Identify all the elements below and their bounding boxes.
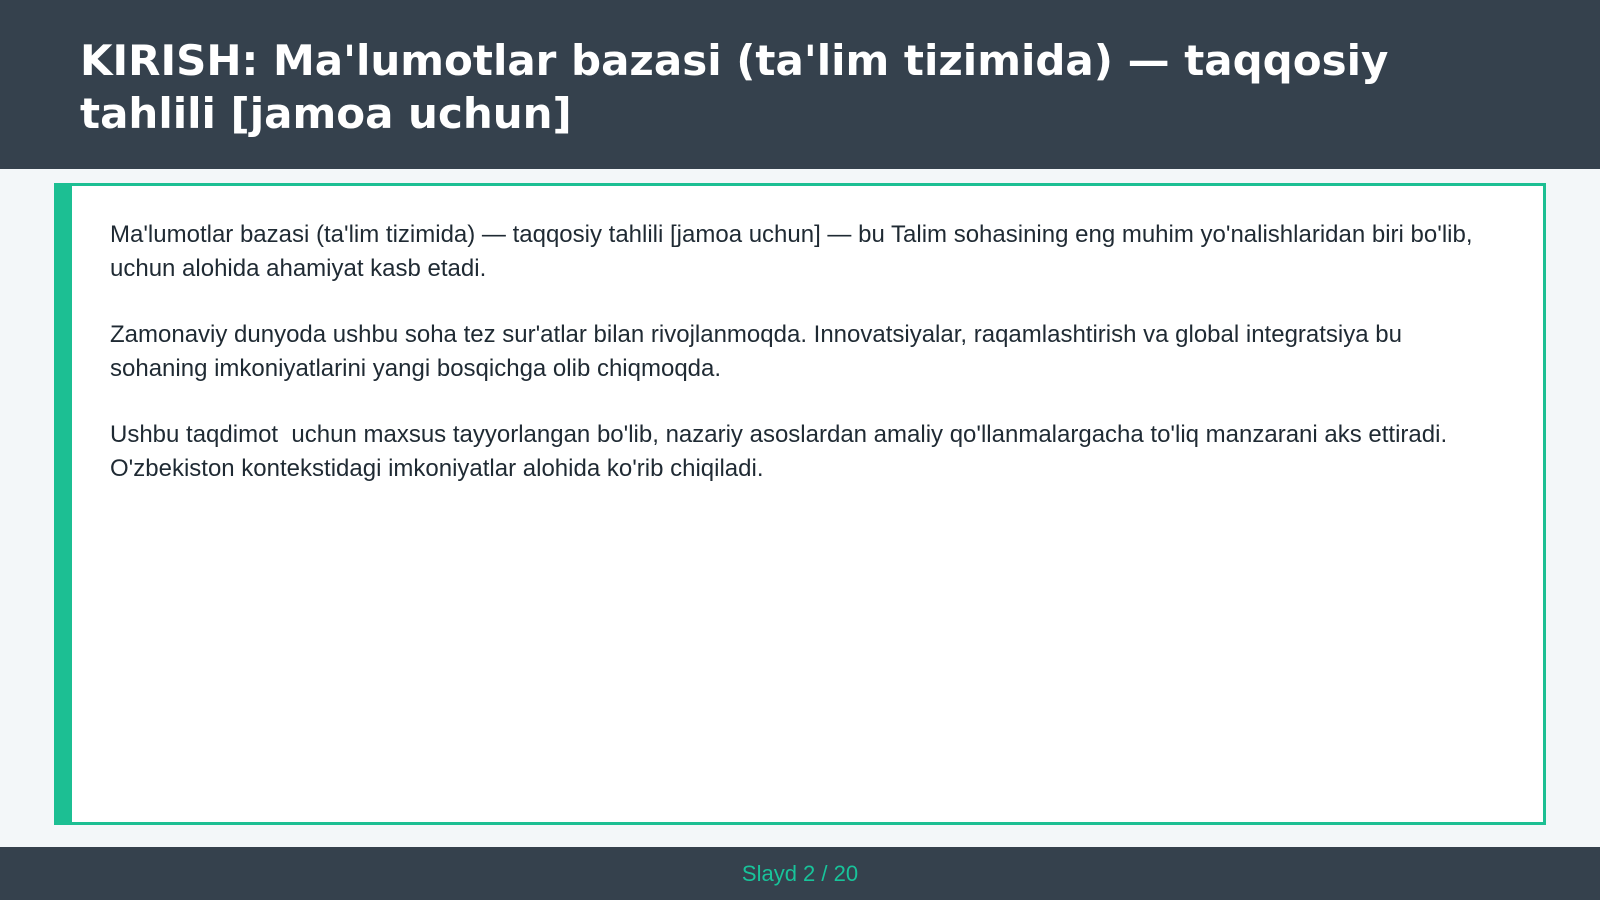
slide-header [0, 0, 1600, 169]
slide-title: KIRISH: Ma'lumotlar bazasi (ta'lim tizimida) — taqqosiy tahlili [jamoa uchun] [80, 36, 1389, 138]
content-card [54, 183, 1546, 825]
slide-footer [0, 847, 1600, 900]
modern-world-paragraph: Zamonaviy dunyoda ushbu soha tez sur'atlar bilan rivojlanmoqda. Innovatsiyalar, raqamlashtirish va global integratsiya bu sohaning imkoniyatlarini yangi bosqichga olib chiqmoqda. [110, 321, 1409, 382]
presentation-purpose-paragraph: Ushbu taqdimot uchun maxsus tayyorlangan bo'lib, nazariy asoslardan amaliy qo'llanmalargacha to'liq manzarani aks ettiradi. O'zbekiston kontekstidagi imkoniyatlar alohida ko'rib chiqiladi. [110, 421, 1454, 482]
slide-counter: Slayd 2 / 20 [741, 860, 859, 886]
intro-paragraph: Ma'lumotlar bazasi (ta'lim tizimida) — taqqosiy tahlili [jamoa uchun] — bu Talim sohasining eng muhim yo'nalishlaridan biri bo'lib, uchun alohida ahamiyat kasb etadi. [110, 221, 1486, 282]
